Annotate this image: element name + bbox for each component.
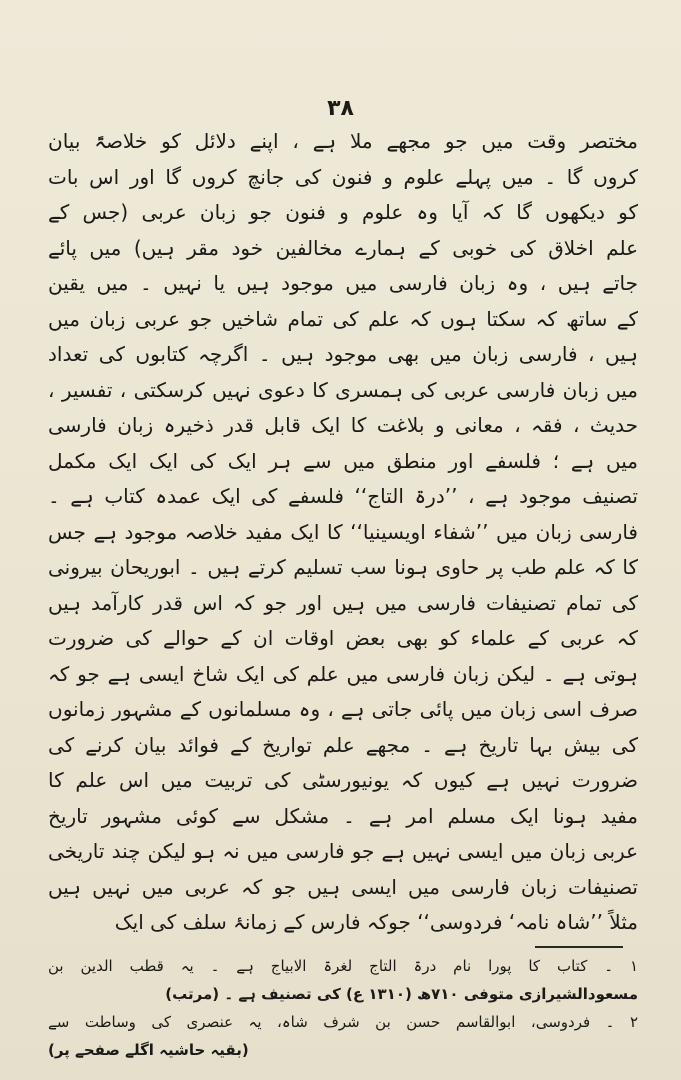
footnote-line: ۲ ۔ فردوسی، ابوالقاسم حسن بن شرف شاہ، یہ عنصری کی وساطت سے bbox=[48, 1013, 638, 1031]
text-line: ہوتی ہے ۔ لیکن زبان فارسی میں علم کی ایک شاخ ایسی ہے جو کہ bbox=[48, 661, 638, 686]
text-line: ہیں ، فارسی زبان میں بھی موجود ہیں ۔ اگرچہ کتابوں کی تعداد bbox=[48, 342, 638, 366]
text-line: کا کہ علم طب پر حاوی ہونا سب تسلیم کرتے ہیں ۔ ابوریحان بیرونی bbox=[48, 555, 638, 579]
text-line: میں ہے ؛ فلسفے اور منطق میں سے ہر ایک کی ایک ایک مکمل bbox=[48, 448, 638, 473]
text-line: کی تمام تصنیفات فارسی میں ہیں اور جو کہ اس قدر کارآمد ہیں bbox=[48, 590, 638, 615]
text-line: ضرورت نہیں ہے کیوں کہ یونیورسٹی کی تربیت میں اس علم کا bbox=[48, 768, 638, 792]
text-line: کو دیکھوں گا کہ آیا وہ علوم و فنون جو زبان عربی (جس کے bbox=[48, 200, 638, 224]
text-line: عربی زبان میں ایسی نہیں ہے جو فارسی میں نہ ہو لیکن چند تاریخی bbox=[48, 839, 638, 863]
text-line: حدیث ، فقہ ، معانی و بلاغت کا ایک قابل قدر ذخیرہ زبان فارسی bbox=[48, 413, 638, 437]
text-line: مثلاً ’’شاہ نامہ‘ فردوسی‘‘ جوکہ فارس کے زمانۂ سلف کی ایک bbox=[114, 910, 638, 934]
text-line: تصنیفات زبان فارسی میں ایسی ہیں جو کہ عربی میں نہیں ہیں bbox=[48, 874, 638, 899]
footnote-line: ۱ ۔ کتاب کا پورا نام درۃ التاج لغرۃ الابیاج ہے ۔ یہ قطب الدین بن bbox=[48, 957, 638, 975]
text-line: تصنیف موجود ہے ، ’’درۃ التاج‘‘ فلسفے کی ایک عمدہ کتاب ہے ۔ bbox=[48, 484, 638, 508]
text-line: صرف اسی زبان میں پائی جاتی ہے ، وہ مسلمانوں کے مشہور زمانوں bbox=[48, 697, 638, 721]
text-line: مختصر وقت میں جو مجھے ملا ہے ، اپنے دلائل کو خلاصۃً بیان bbox=[48, 129, 638, 153]
text-line: مفید ہونا ایک مسلم امر ہے ۔ مشکل سے کوئی مشہور تاریخ bbox=[48, 803, 638, 828]
footnotes bbox=[48, 952, 638, 1064]
text-line: کروں گا ۔ میں پہلے علوم و فنون کی جانچ کروں گا اور اس بات bbox=[48, 164, 638, 189]
text-line: کہ عربی کے علماء کو بھی بعض اوقات ان کے حوالے کی ضرورت bbox=[48, 626, 638, 650]
footnote-continuation-note: (بقیہ حاشیہ اگلے صفحے پر) bbox=[48, 1041, 249, 1059]
text-line: علم اخلاق کی خوبی کے ہمارے مخالفین خود مقر ہیں) میں پائے bbox=[48, 235, 638, 260]
footnote-line: مسعودالشیرازی متوفی ۷۱۰ھ (۱۳۱۰ ع) کی تصنیف ہے ۔ (مرتب) bbox=[165, 985, 638, 1003]
text-line: کی بیش بہا تاریخ ہے ۔ مجھے علم تواریخ کے فوائد بیان کرنے کی bbox=[48, 732, 638, 757]
text-line: فارسی زبان میں ’’شفاء اویسینیا‘‘ کا ایک مفید خلاصہ موجود ہے جس bbox=[48, 519, 638, 544]
footnote-divider bbox=[535, 946, 623, 948]
body-text bbox=[48, 124, 638, 941]
text-line: کے ساتھ کہ سکتا ہوں کہ علم کی تمام شاخیں جو عربی زبان میں bbox=[48, 306, 638, 331]
text-line: جاتے ہیں ، وہ زبان فارسی میں موجود ہیں یا نہیں ۔ میں یقین bbox=[48, 271, 638, 295]
page-number: ۳۸ bbox=[327, 96, 354, 121]
text-line: میں زبان فارسی عربی کی ہمسری کا دعوی نہیں کرسکتی ، تفسیر ، bbox=[48, 377, 638, 402]
